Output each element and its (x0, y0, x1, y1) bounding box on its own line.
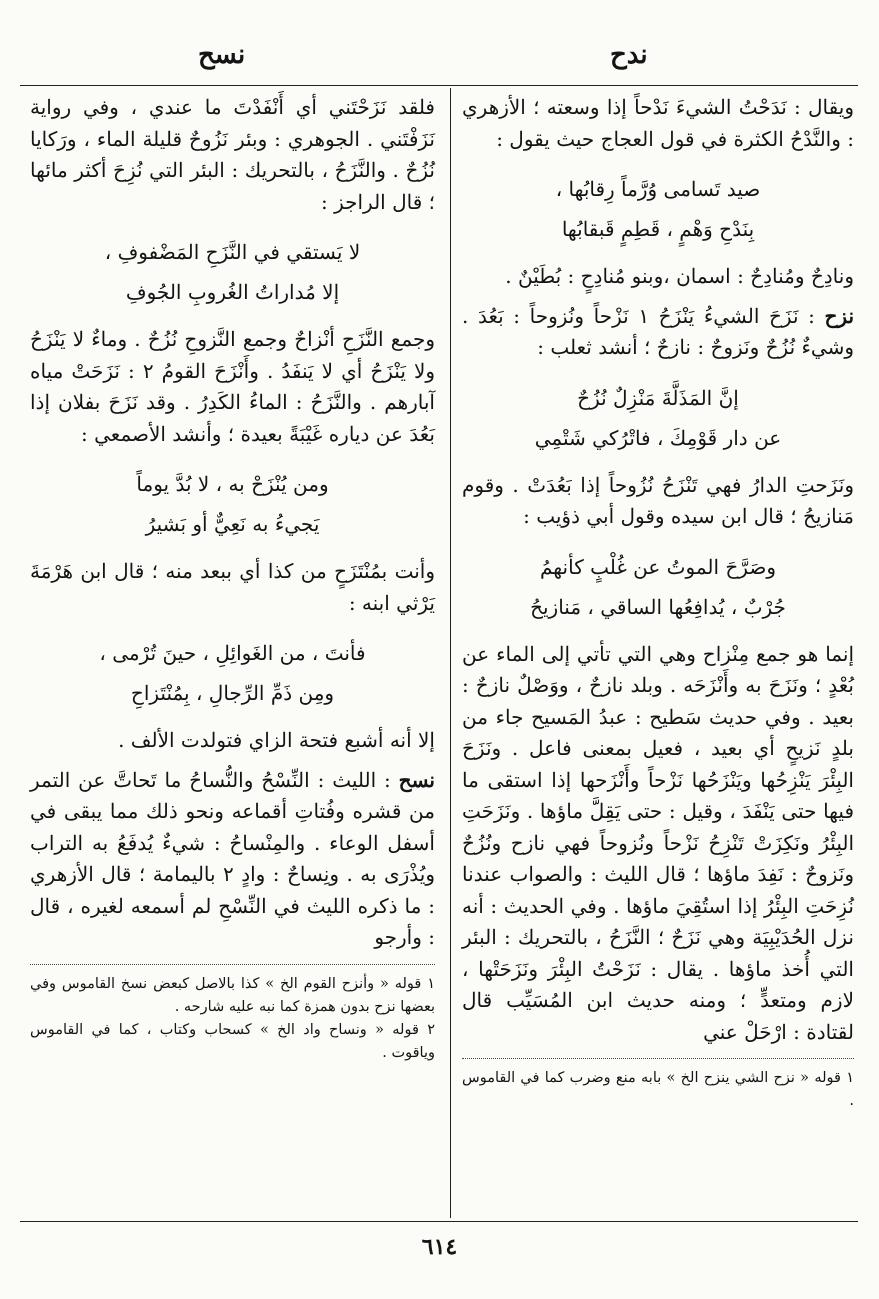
right-column (462, 92, 854, 1113)
verse (30, 633, 435, 713)
bottom-rule (20, 1221, 858, 1222)
entry-paragraph (462, 301, 854, 364)
verse-line: فأنتَ ، من الغَوائِلِ ، حينَ تُرْمى ، (99, 641, 366, 665)
verse (462, 547, 854, 627)
paragraph: وأنت بمُنْتَزَحٍ من كذا أي ببعد منه ؛ قال ابن هَرْمَةَ يَرْثي ابنه : (30, 559, 435, 615)
verse-line: صيد تَسامى وُرَّماً رِقابُها ، (555, 177, 761, 201)
left-column (30, 92, 435, 1065)
verse-line: وصَرَّحَ الموتُ عن غُلْبٍ كأنهمُ (540, 554, 776, 579)
footnote: ٢ قوله « ونساح واد الخ » كسحاب وكتاب ، كما في القاموس وياقوت . (30, 1021, 435, 1061)
footnote: ١ قوله « وأنزح القوم الخ » كذا بالاصل كبعض نسخ القاموس وفي بعضها نزح بدون همزة كما نبه عليه شارحه . (30, 975, 435, 1015)
entry-headword: نزح (824, 303, 855, 328)
entry-headword: نسح (398, 767, 435, 792)
verse-line: بِنَدْحِ وَهْمٍ ، قَطِمٍ قَبقابُها (561, 217, 755, 241)
entry-paragraph (30, 765, 435, 954)
entry-text: : الليث : النِّسْحُ والنُّساحُ ما تَحاتَّ عن التمر من قشره وفُتاتِ أقماعه ونحو ذلك مما يبقى في أسفل الوعاء . والمِنْساحُ : شيءٌ يُدفَعُ به التراب ويُذْرَى به . ونِساحٌ : وادٍ ٢ باليمامة ؛ قال الأزهري : ما ذكره الليث في النِّسْحِ لم أسمعه لغيره ، قال : وأرجو (30, 767, 435, 949)
paragraph: فلقد نَزَحْتَني أي أَنْفَدْتَ ما عندي ، وفي رواية نَزَفْتَني . الجوهري : وبئر نَزُوحٌ قليلة الماء ، ورَكايا نُزُحٌ . والنَّزَحُ ، بالتحريك : البئر التي نُزِحَ أكثر مائها ؛ قال الراجز : (30, 95, 435, 214)
column-divider (450, 88, 451, 1218)
right-column-header: ندح (610, 40, 648, 70)
paragraph: ونادِحٌ ومُنادِحٌ : اسمان ،وبنو مُنادِحٍ : بُطَيْنٌ . (505, 264, 854, 288)
paragraph: ويقال : نَدَحْتُ الشيءَ نَدْحاً إذا وسعته ؛ الأزهري : والنَّدْحُ الكثرة في قول العجاج حيث يقول : (462, 95, 854, 151)
paragraph: إلا أنه أشبع فتحة الزاي فتولدت الألف . (118, 728, 435, 752)
verse-line: يَجيءُ به نَعِيٌّ أو بَشيرُ (145, 512, 320, 536)
paragraph: إنما هو جمع مِنْزاح وهي التي تأتي إلى الماء عن بُعْدٍ ؛ ونَزَحَ به وأَنْزَحَه . وبلد نازحٌ ، ووَصْلٌ نازحٌ : بعيد . وفي حديث سَطيح : عبدُ المَسيح جاء من بلدٍ نَزيحٍ أي بعيد ، فعيل بمعنى فاعل . ونَزَحَ البِئْرَ يَنْزِحُها ويَنْزَحُها نَزْحاً وأَنْزَحها إذا استقى ما فيها حتى يَنْفَدَ ، وقيل : حتى يَقِلَّ ماؤها . ونَزَحَتِ البِئْرُ ونَكِزَتْ تَنْزِحُ نَزْحاً ونُزوحاً فهي نازح ونُزُحٌ ونَزوحٌ : نَفِدَ ماؤها ؛ قال الليث : والصواب عندنا نُزِحَتِ البِئْرُ إذا استُقِيَ ماؤها . وفي الحديث : أنه نزل الحُدَيْبِيَة وهي نَزَحٌ ؛ النَّزَحُ ، بالتحريك : البئر التي أُخذ ماؤها . يقال : نَزَحْتُ البِئْرَ ونَزَحَتْها ، لازم ومتعدٍّ ؛ ومنه حديث ابن المُسَيِّب قال لقتادة : ارْحَلْ عني (462, 641, 854, 1044)
footnote-rule (30, 964, 435, 965)
verse-line: جُرْبٌ ، يُدافِعُها الساقي ، مَنازيحُ (530, 594, 786, 619)
verse (30, 232, 435, 312)
verse-line: عن دار قَوْمِكَ ، فاتْرُكي شَتْمِي (534, 425, 782, 450)
entry-text: : نَزَحَ الشيءُ يَنْزَحُ ١ نَزْحاً ونُزوحاً : بَعُدَ . وشيءٌ نُزُحٌ ونَزوحٌ : نازحٌ ؛ أنشد ثعلب : (462, 303, 854, 359)
verse-line: ومن يُنْزَحْ به ، لا بُدَّ يوماً (136, 472, 329, 496)
footnote-rule (462, 1058, 854, 1059)
verse-line: إنَّ المَذَلَّةَ مَنْزِلٌ نُزُحٌ (577, 385, 739, 410)
footnote: ١ قوله « نزح الشي ينزح الخ » بابه منع وضرب كما في القاموس . (462, 1070, 854, 1109)
verse-line: ومِن ذَمِّ الرِّجالِ ، بِمُنْتَزاحِ (130, 681, 335, 705)
verse-line: لا يَستقي في النَّزَحِ المَضْفوفِ ، (104, 240, 361, 264)
verse (462, 169, 854, 249)
verse (30, 464, 435, 544)
verse (462, 378, 854, 458)
paragraph: ونَزَحتِ الدارُ فهي تَنْزَحُ نُزُوحاً إذا بَعُدَتْ . وقوم مَنازيحُ ؛ قال ابن سيده وقول أبي ذؤيب : (462, 472, 854, 528)
left-column-header: نسح (198, 40, 246, 70)
top-rule (20, 85, 858, 86)
paragraph: وجمع النَّزَحِ أنْزاحٌ وجمع النَّزوحِ نُزُحٌ . وماءٌ لا يَنْزَحُ ولا يَنْزَحُ أي لا يَنفَدُ . وأَنْزَحَ القومُ ٢ : نَزَحَتْ مياه آبارهم . والنَّزَحُ : الماءُ الكَدِرُ . وقد نَزَحَ بفلان إذا بَعُدَ عن دياره غَيْبَةً بعيدة ؛ وأنشد الأصمعي : (30, 327, 436, 446)
verse-line: إلا مُداراتُ الغُروبِ الجُوفِ (125, 280, 340, 304)
page-number: ٦١٤ (421, 1234, 458, 1260)
